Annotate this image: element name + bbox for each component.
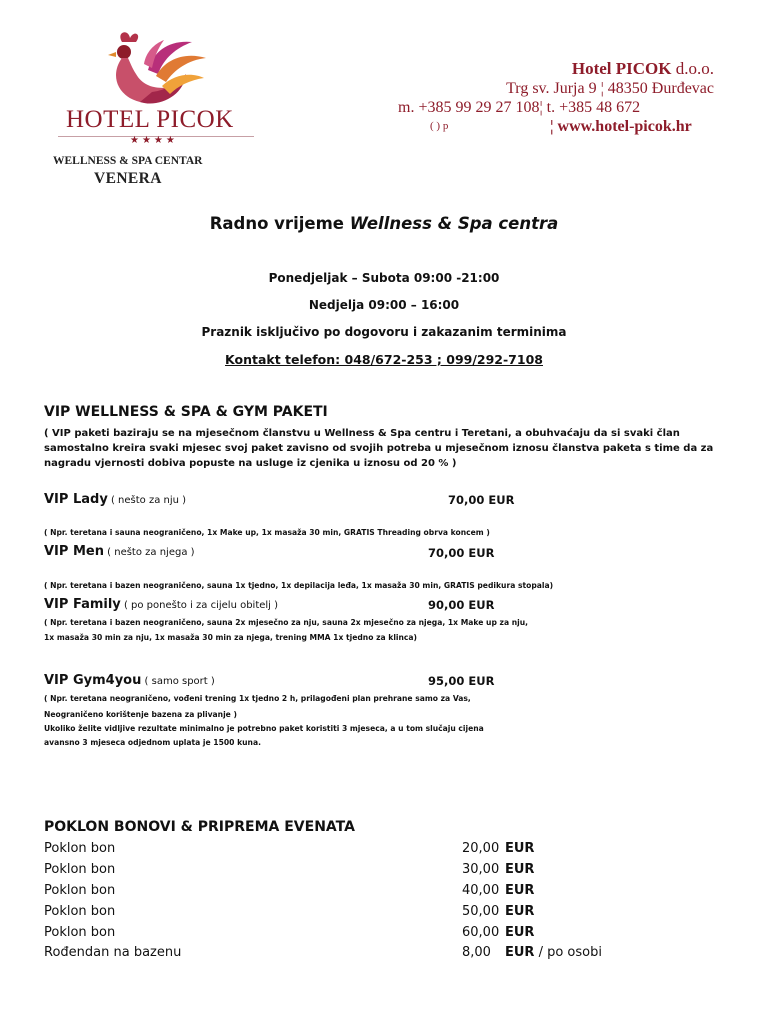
contact-phone[interactable]: Kontakt telefon: 048/672-253 ; 099/292-7108 xyxy=(225,352,543,367)
bon-label: Poklon bon xyxy=(44,883,116,898)
bon-unit: EUR xyxy=(505,883,535,898)
hours-weekday: Ponedjeljak – Subota 09:00 -21:00 xyxy=(268,271,500,285)
package-note: Neograničeno korištenje bazena za plivanje ) xyxy=(44,710,237,719)
brand-name: HOTEL PICOK xyxy=(66,106,234,133)
bonovi-heading: POKLON BONOVI & PRIPREMA EVENATA xyxy=(44,819,355,835)
package-name: VIP Family ( po ponešto i za cijelu obitelj ) xyxy=(44,597,279,612)
bon-label: Poklon bon xyxy=(44,841,116,856)
package-note: ( Npr. teretana i sauna neograničeno, 1x Make up, 1x masaža 30 min, GRATIS Threading obrva koncem ) xyxy=(44,528,490,537)
phone-numbers: m. +385 99 29 27 108¦ t. +385 48 672 xyxy=(398,99,641,116)
package-price: 90,00 EUR xyxy=(428,598,495,612)
package-name: VIP Gym4you ( samo sport ) xyxy=(44,673,215,688)
bon-unit: EUR / po osobi xyxy=(505,945,602,960)
website-link[interactable]: ¦ www.hotel-picok.hr xyxy=(550,118,692,135)
bon-amount: 30,00 xyxy=(462,862,500,877)
package-price: 95,00 EUR xyxy=(428,674,495,688)
bon-label: Poklon bon xyxy=(44,904,116,919)
bon-label: Poklon bon xyxy=(44,925,116,940)
package-note: avansno 3 mjeseca odjednom uplata je 1500 kuna. xyxy=(44,738,261,747)
vip-heading: VIP WELLNESS & SPA & GYM PAKETI xyxy=(44,404,328,420)
package-note: ( Npr. teretana i bazen neograničeno, sauna 1x tjedno, 1x depilacija leđa, 1x masaža 30 min, GRATIS pedikura stopala) xyxy=(44,581,554,590)
bon-amount: 20,00 xyxy=(462,841,500,856)
package-note: ( Npr. teretana neograničeno, vođeni trening 1x tjedno 2 h, prilagođeni plan prehrane samo za Vas, xyxy=(44,694,471,703)
bon-label: Poklon bon xyxy=(44,862,116,877)
bon-label: Rođendan na bazenu xyxy=(44,945,182,960)
bon-amount: 8,00 xyxy=(462,945,491,960)
package-note: ( Npr. teretana i bazen neograničeno, sauna 2x mjesečno za nju, sauna 2x mjesečno za njega, 1x Make up za nju, xyxy=(44,618,529,627)
brand-stars: ★★★★ xyxy=(130,135,178,146)
hours-sunday: Nedjelja 09:00 – 16:00 xyxy=(308,298,460,312)
brand-subtitle: WELLNESS & SPA CENTAR xyxy=(53,155,203,167)
bon-unit: EUR xyxy=(505,841,535,856)
hours-holiday: Praznik isključivo po dogovoru i zakazanim terminima xyxy=(201,325,567,339)
address-fragment: ( ) p xyxy=(430,120,449,132)
company-name: Hotel PICOK d.o.o. xyxy=(571,59,714,78)
brand-venera: VENERA xyxy=(94,170,162,187)
street-address: Trg sv. Jurja 9 ¦ 48350 Đurđevac xyxy=(506,80,714,97)
vip-intro: ( VIP paketi baziraju se na mjesečnom članstvu u Wellness & Spa centru i Teretani, a obuhvaćaju da si svaki član samostalno kreira svaki mjesec svoj paket zavisno od svojih potreba u mjesečnom iznosu članstva paketa s time da za nagradu vjernosti dobiva popuste na usluge iz cjenika u iznosu od 20 % ) xyxy=(44,428,714,469)
bon-unit: EUR xyxy=(505,862,535,877)
page-title: Radno vrijeme Wellness & Spa centra xyxy=(209,214,559,233)
package-name: VIP Lady ( nešto za nju ) xyxy=(44,492,187,507)
package-price: 70,00 EUR xyxy=(428,546,495,560)
bon-amount: 60,00 xyxy=(462,925,500,940)
rooster-icon xyxy=(100,30,210,108)
bon-amount: 50,00 xyxy=(462,904,500,919)
bon-amount: 40,00 xyxy=(462,883,500,898)
package-price: 70,00 EUR xyxy=(448,493,515,507)
package-note: 1x masaža 30 min za nju, 1x masaža 30 min za njega, trening MMA 1x tjedno za klinca) xyxy=(44,633,418,642)
package-name: VIP Men ( nešto za njega ) xyxy=(44,544,195,559)
bon-unit: EUR xyxy=(505,925,535,940)
package-note: Ukoliko želite vidljive rezultate minimalno je potrebno paket koristiti 3 mjeseca, a u tom slučaju cijena xyxy=(44,724,484,733)
bon-unit: EUR xyxy=(505,904,535,919)
